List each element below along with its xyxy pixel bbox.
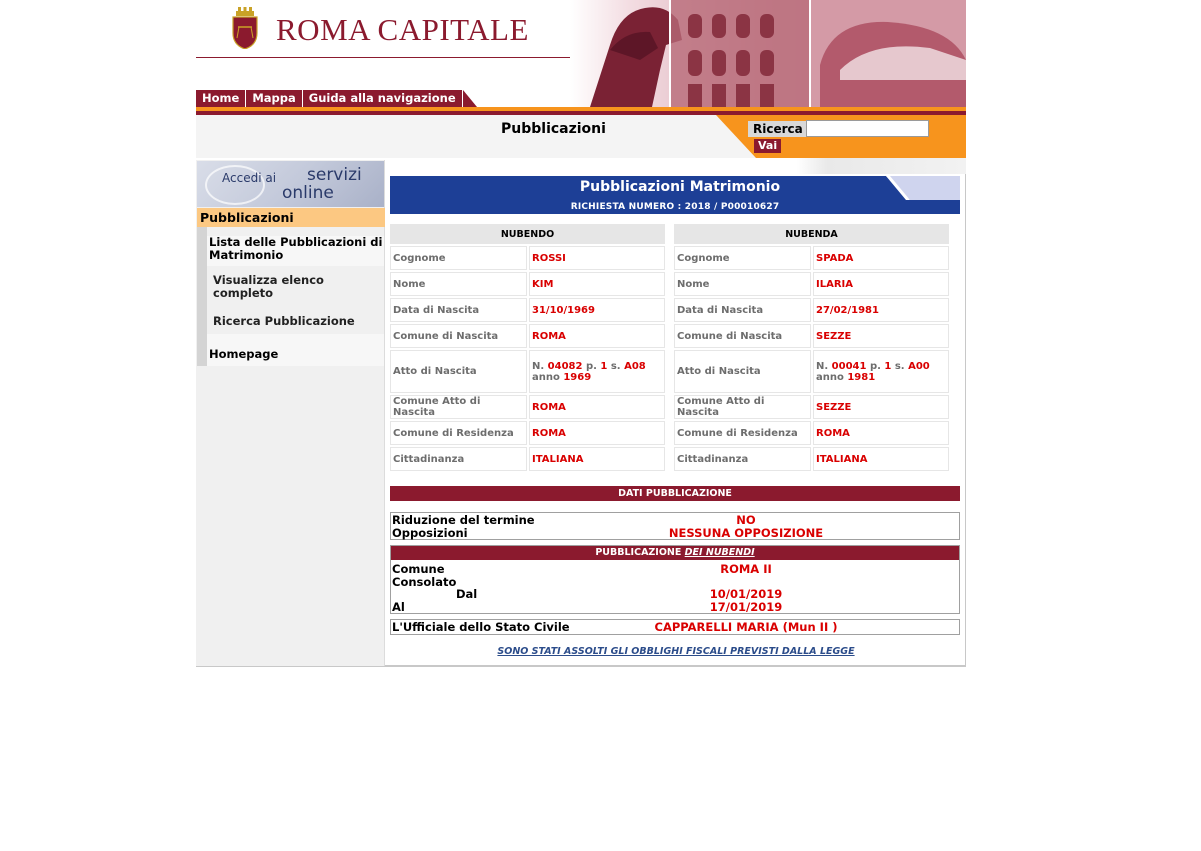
sidebar bbox=[196, 160, 385, 666]
banner-online: online bbox=[282, 183, 334, 203]
atto-serie: A08 bbox=[624, 360, 646, 372]
value-cittadinanza: ITALIANA bbox=[529, 447, 665, 471]
value-cittadinanza: ITALIANA bbox=[813, 447, 949, 471]
label-cognome: Cognome bbox=[390, 246, 527, 270]
search-button[interactable]: Vai bbox=[754, 139, 781, 153]
value-comune-nascita: SEZZE bbox=[813, 324, 949, 348]
header-divider bbox=[196, 57, 596, 58]
label-residenza: Comune di Residenza bbox=[674, 421, 811, 445]
banner-accedi: Accedi ai bbox=[222, 171, 277, 185]
value-opposizioni: NESSUNA OPPOSIZIONE bbox=[668, 526, 824, 540]
label-atto-nascita: Atto di Nascita bbox=[674, 350, 811, 393]
value-comune-atto: SEZZE bbox=[813, 395, 949, 419]
atto-n: N. bbox=[532, 360, 545, 372]
atto-p: p. bbox=[869, 360, 881, 372]
value-cognome: SPADA bbox=[813, 246, 949, 270]
page-title: Pubblicazioni bbox=[501, 121, 606, 137]
sidebar-section-title: Pubblicazioni bbox=[197, 208, 385, 227]
roma-crest-icon bbox=[230, 7, 260, 49]
sidebar-item-homepage[interactable]: Homepage bbox=[207, 334, 384, 366]
header-monuments-image bbox=[570, 0, 966, 107]
servizi-online-banner[interactable] bbox=[197, 161, 384, 207]
label-comune-nascita: Comune di Nascita bbox=[674, 324, 811, 348]
value-atto-nascita bbox=[813, 350, 949, 393]
value-comune-atto: ROMA bbox=[529, 395, 665, 419]
value-residenza: ROMA bbox=[813, 421, 949, 445]
label-al: Al bbox=[392, 600, 405, 614]
atto-numero: 04082 bbox=[547, 360, 583, 372]
label-comune: Comune bbox=[392, 562, 445, 576]
atto-parte: 1 bbox=[884, 360, 892, 372]
label-comune-atto: Comune Atto di Nascita bbox=[674, 395, 811, 419]
nav-guida[interactable]: Guida alla navigazione bbox=[303, 90, 463, 107]
fiscal-notice-link[interactable]: SONO STATI ASSOLTI GLI OBBLIGHI FISCALI PREVISTI DALLA LEGGE bbox=[497, 646, 855, 657]
request-number: RICHIESTA NUMERO : 2018 / P00010627 bbox=[390, 200, 960, 214]
sidebar-item-elenco-completo[interactable]: Visualizza elenco completo bbox=[207, 274, 384, 304]
pub-heading-link[interactable]: DEI NUBENDI bbox=[684, 547, 755, 558]
value-data-nascita: 27/02/1981 bbox=[813, 298, 949, 322]
value-ufficiale: CAPPARELLI MARIA (Mun II ) bbox=[654, 620, 838, 634]
logo[interactable] bbox=[230, 7, 529, 49]
brand-title: ROMA CAPITALE bbox=[276, 12, 529, 47]
atto-numero: 00041 bbox=[831, 360, 867, 372]
value-comune: ROMA II bbox=[720, 562, 772, 576]
label-cittadinanza: Cittadinanza bbox=[674, 447, 811, 471]
atto-s: s. bbox=[610, 360, 621, 372]
pubblicazione-heading bbox=[391, 546, 959, 560]
value-residenza: ROMA bbox=[529, 421, 665, 445]
dati-pubblicazione-heading: DATI PUBBLICAZIONE bbox=[390, 486, 960, 501]
label-nome: Nome bbox=[674, 272, 811, 296]
value-nome: ILARIA bbox=[813, 272, 949, 296]
nav-tail bbox=[463, 90, 477, 107]
label-riduzione: Riduzione del termine bbox=[392, 513, 535, 527]
label-opposizioni: Opposizioni bbox=[392, 526, 468, 540]
nav-mappa[interactable]: Mappa bbox=[246, 90, 302, 107]
search-label: Ricerca bbox=[748, 121, 808, 137]
label-dal: Dal bbox=[456, 587, 478, 601]
label-atto-nascita: Atto di Nascita bbox=[390, 350, 527, 393]
sidebar-item-lista[interactable]: Lista delle Pubblicazioni di Matrimonio bbox=[207, 236, 384, 266]
label-cognome: Cognome bbox=[674, 246, 811, 270]
nubendo-heading: NUBENDO bbox=[390, 224, 665, 244]
label-residenza: Comune di Residenza bbox=[390, 421, 527, 445]
atto-p: p. bbox=[585, 360, 597, 372]
nav-home[interactable]: Home bbox=[196, 90, 246, 107]
label-ufficiale: L'Ufficiale dello Stato Civile bbox=[392, 620, 570, 634]
value-nome: KIM bbox=[529, 272, 665, 296]
value-data-nascita: 31/10/1969 bbox=[529, 298, 665, 322]
label-comune-atto: Comune Atto di Nascita bbox=[390, 395, 527, 419]
search-input[interactable] bbox=[806, 120, 929, 137]
atto-anno: 1969 bbox=[563, 371, 592, 383]
pub-heading-text: PUBBLICAZIONE bbox=[595, 547, 682, 558]
atto-anno: 1981 bbox=[847, 371, 876, 383]
pubblicazione-box bbox=[390, 545, 960, 614]
value-comune-nascita: ROMA bbox=[529, 324, 665, 348]
sidebar-item-ricerca[interactable]: Ricerca Pubblicazione bbox=[207, 315, 384, 333]
label-nome: Nome bbox=[390, 272, 527, 296]
value-al: 17/01/2019 bbox=[709, 600, 783, 614]
nubenda-heading: NUBENDA bbox=[674, 224, 949, 244]
value-cognome: ROSSI bbox=[529, 246, 665, 270]
header bbox=[196, 0, 966, 107]
ufficiale-box bbox=[390, 619, 960, 635]
label-data-nascita: Data di Nascita bbox=[390, 298, 527, 322]
sidebar-rail bbox=[197, 227, 207, 366]
banner-servizi: servizi bbox=[307, 165, 362, 185]
atto-serie: A00 bbox=[908, 360, 930, 372]
label-data-nascita: Data di Nascita bbox=[674, 298, 811, 322]
atto-n: N. bbox=[816, 360, 829, 372]
label-consolato: Consolato bbox=[392, 575, 457, 589]
section-title: Pubblicazioni Matrimonio bbox=[579, 179, 781, 195]
top-nav bbox=[196, 90, 477, 107]
atto-parte: 1 bbox=[600, 360, 608, 372]
atto-s: s. bbox=[894, 360, 905, 372]
nubenda-table bbox=[672, 222, 951, 473]
title-band bbox=[196, 115, 966, 158]
atto-anno-label: anno bbox=[816, 371, 844, 383]
value-dal: 10/01/2019 bbox=[709, 587, 783, 601]
nubendo-table bbox=[388, 222, 667, 473]
riduzione-box bbox=[390, 512, 960, 540]
page bbox=[196, 0, 966, 667]
label-comune-nascita: Comune di Nascita bbox=[390, 324, 527, 348]
value-riduzione: NO bbox=[736, 513, 756, 527]
atto-anno-label: anno bbox=[532, 371, 560, 383]
value-atto-nascita bbox=[529, 350, 665, 393]
label-cittadinanza: Cittadinanza bbox=[390, 447, 527, 471]
